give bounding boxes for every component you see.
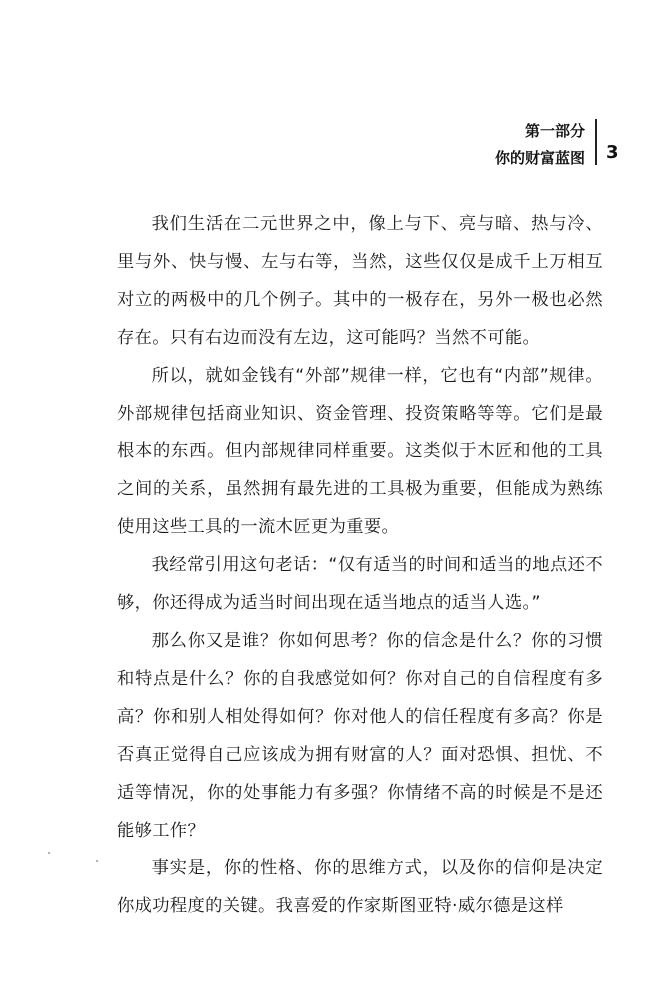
paragraph: 所以，就如金钱有“外部”规律一样，它也有“内部”规律。外部规律包括商业知识、资金管理、投资策略等等。它们是最根本的东西。但内部规律同样重要。这类似于木匠和他的工具之间的关系，虽然拥有最先进的工具极为重要，但能成为熟练使用这些工具的一流木匠更为重要。 xyxy=(117,365,603,538)
paragraph: 那么你又是谁？你如何思考？你的信念是什么？你的习惯和特点是什么？你的自我感觉如何？你对自己的自信程度有多高？你和别人相处得如何？你对他人的信任程度有多高？你是否真正觉得自己应该成为拥有财富的人？面对恐惧、担忧、不适等情况，你的处事能力有多强？你情绪不高的时候是不是还能够工作？ xyxy=(117,630,603,841)
paragraph: 事实是，你的性格、你的思维方式，以及你的信仰是决定你成功程度的关键。我喜爱的作家斯图亚特·威尔德是这样 xyxy=(117,858,603,917)
running-header xyxy=(495,118,585,172)
page-number: 3 xyxy=(606,142,619,163)
scan-speck xyxy=(48,852,50,854)
body-text xyxy=(117,206,603,926)
scan-speck xyxy=(96,860,98,862)
paragraph: 我经常引用这句老话：“仅有适当的时间和适当的地点还不够，你还得成为适当时间出现在适当地点的适当人选。” xyxy=(117,555,603,614)
paragraph: 我们生活在二元世界之中，像上与下、亮与暗、热与冷、里与外、快与慢、左与右等，当然，这些仅仅是成千上万相互对立的两极中的几个例子。其中的一极存在，另外一极也必然存在。只有右边而没有左边，这可能吗？当然不可能。 xyxy=(117,214,603,348)
part-title: 第一部分 xyxy=(524,122,585,140)
header-divider xyxy=(595,119,597,165)
section-title: 你的财富蓝图 xyxy=(494,149,585,167)
